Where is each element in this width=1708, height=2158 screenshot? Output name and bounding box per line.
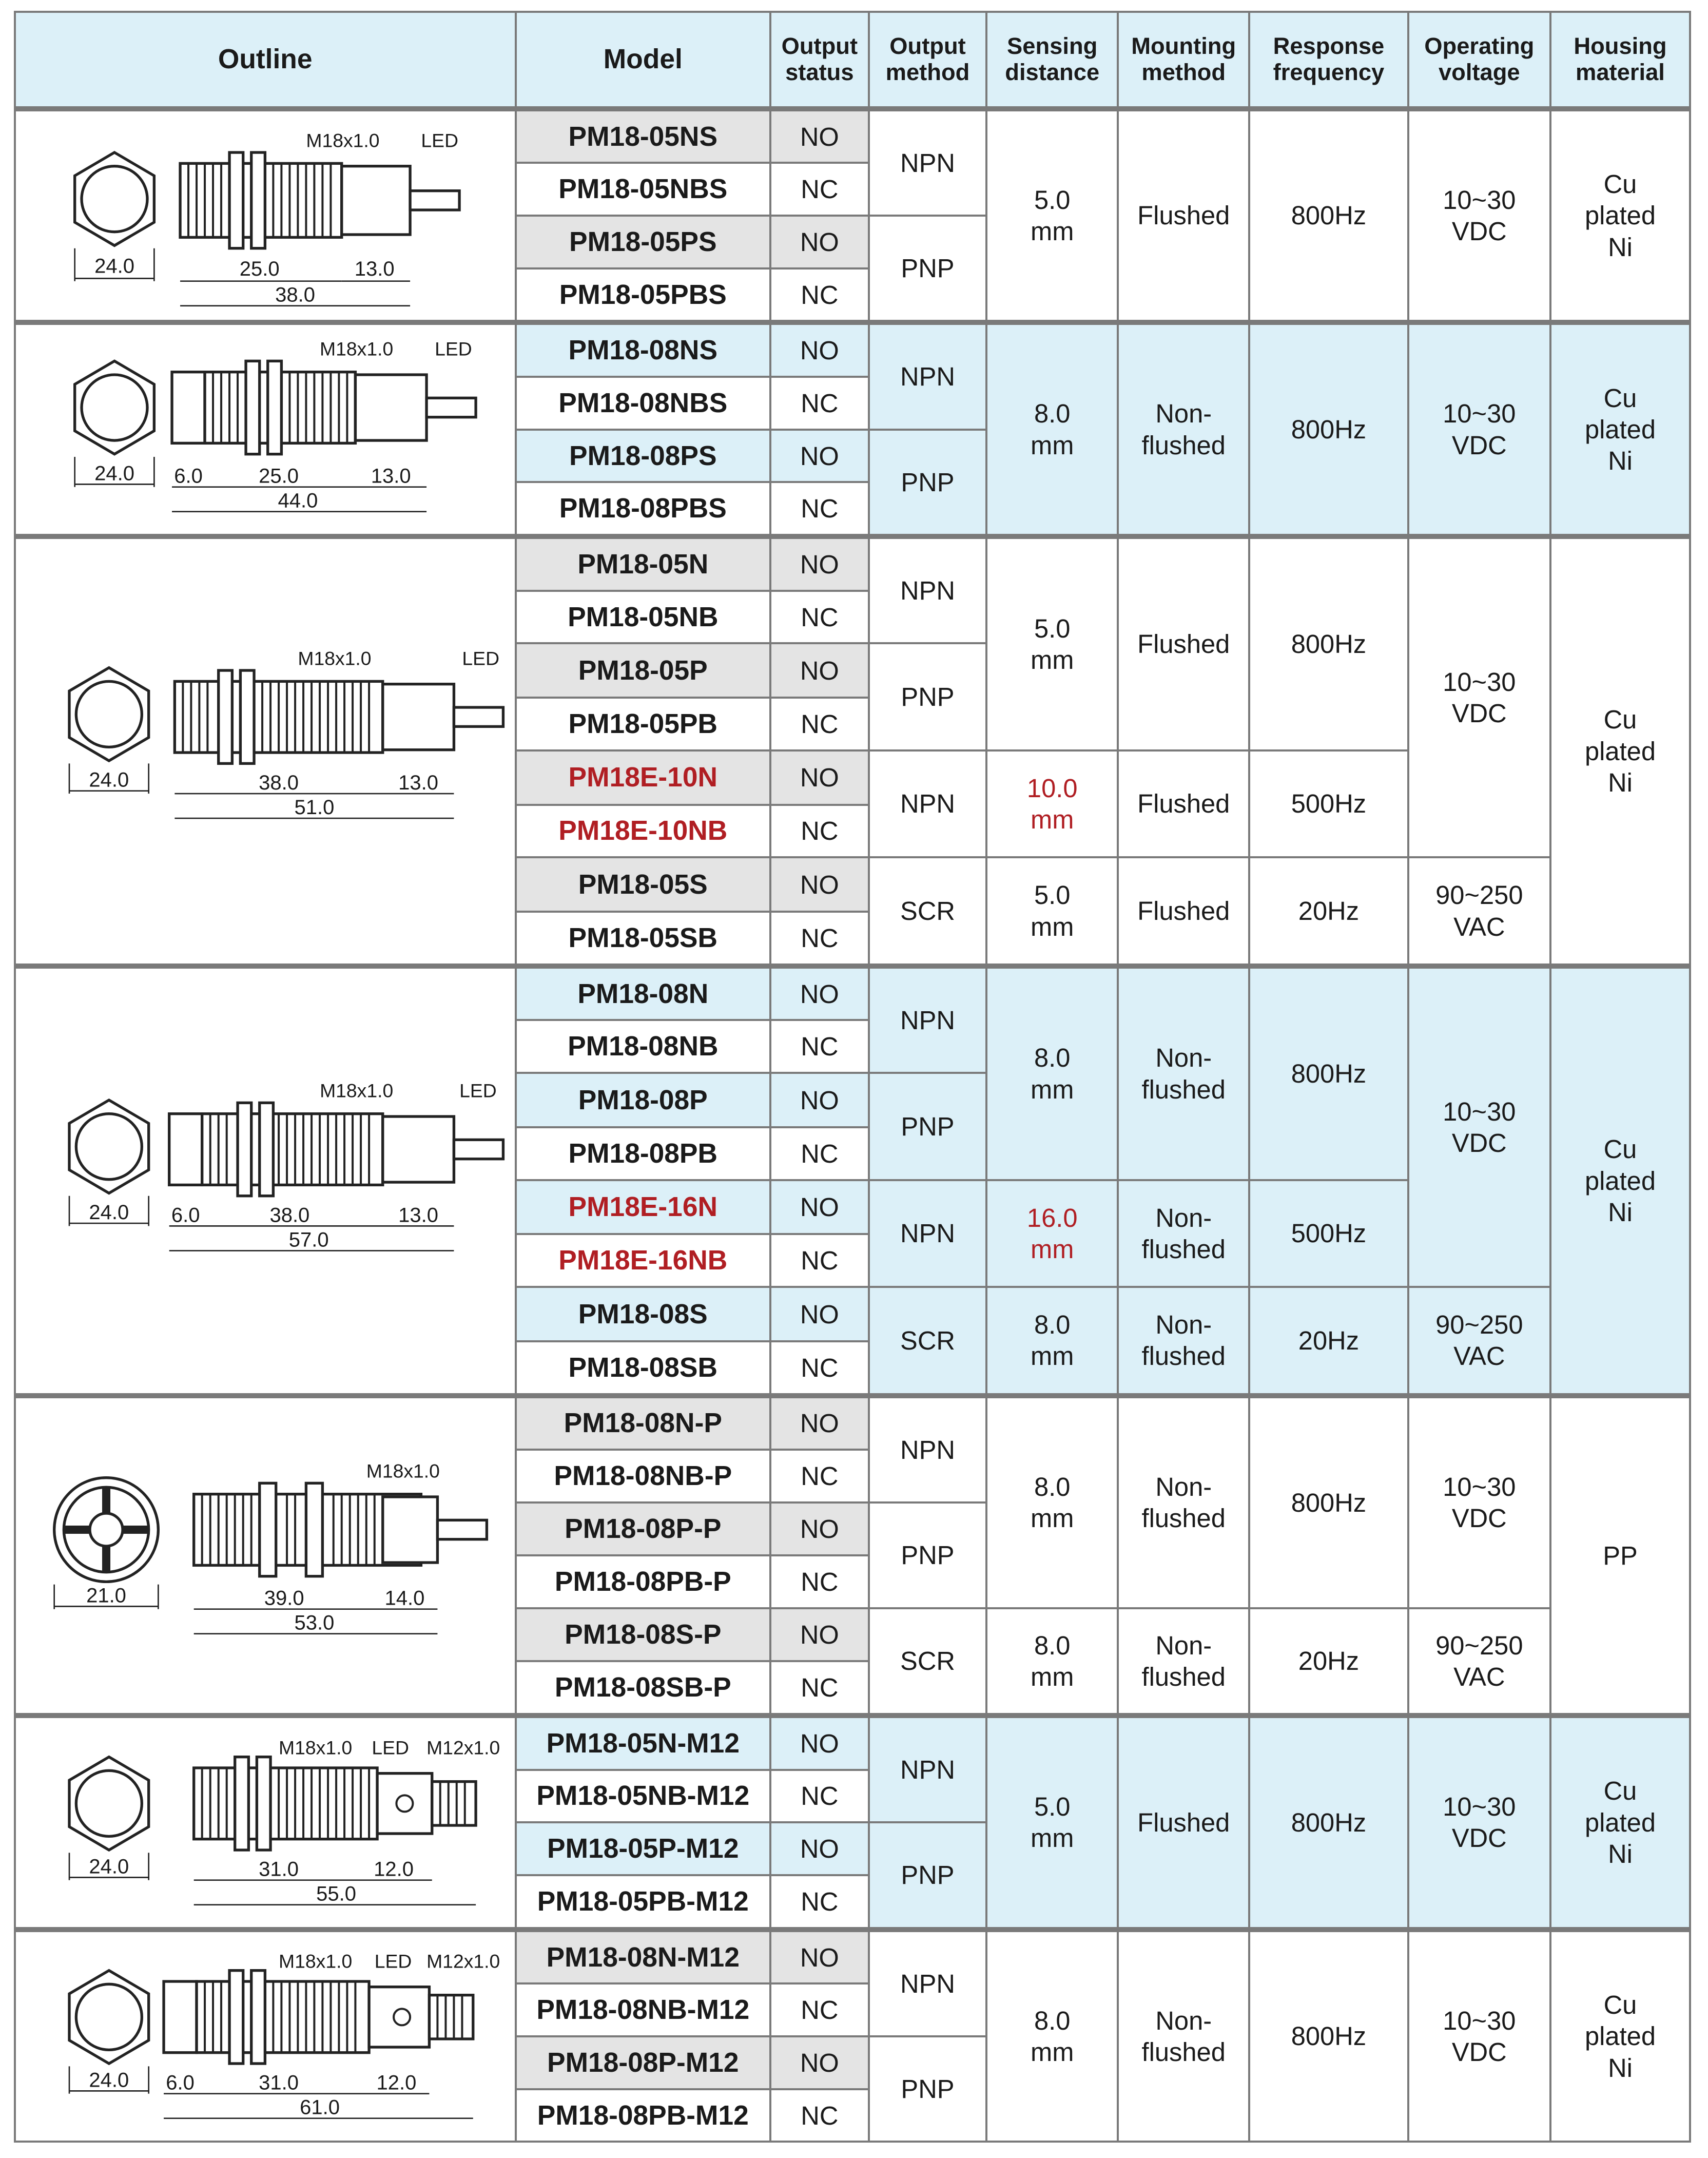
housing-material-cell: PP <box>1550 1396 1690 1716</box>
svg-text:55.0: 55.0 <box>316 1882 356 1905</box>
status-cell: NO <box>770 750 869 805</box>
output-method-cell: PNP <box>869 2036 986 2142</box>
model-cell: PM18-08NB-M12 <box>516 1983 770 2036</box>
status-cell: NO <box>770 536 869 591</box>
model-cell: PM18-08PB <box>516 1127 770 1180</box>
model-cell: PM18-08SB <box>516 1341 770 1396</box>
outline-drawing <box>15 1930 516 2142</box>
sensing-distance-cell: 10.0 mm <box>986 750 1118 857</box>
model-cell: PM18E-16NB <box>516 1234 770 1287</box>
table-row <box>15 1930 1690 1984</box>
output-method-cell: SCR <box>869 1287 986 1395</box>
hex-nut-icon <box>69 1757 149 1849</box>
header-output-method: Output method <box>869 12 986 108</box>
sensor-body-icon <box>193 1757 475 1849</box>
status-cell: NC <box>770 1875 869 1930</box>
status-cell: NC <box>770 1127 869 1180</box>
svg-text:M18x1.0: M18x1.0 <box>298 647 372 669</box>
response-frequency-cell: 800Hz <box>1249 536 1408 750</box>
sensing-distance-cell: 5.0 mm <box>986 857 1118 966</box>
status-cell: NC <box>770 1020 869 1073</box>
status-cell: NC <box>770 482 869 536</box>
header-output-status: Output status <box>770 12 869 108</box>
sensing-distance-cell: 5.0 mm <box>986 536 1118 750</box>
model-cell: PM18-05SB <box>516 912 770 966</box>
mounting-method-cell: Non- flushed <box>1118 1396 1249 1608</box>
svg-text:38.0: 38.0 <box>275 284 315 307</box>
mounting-method-cell: Flushed <box>1118 857 1249 966</box>
output-method-cell: NPN <box>869 536 986 643</box>
output-method-cell: NPN <box>869 109 986 216</box>
mounting-method-cell: Non- flushed <box>1118 322 1249 536</box>
response-frequency-cell: 20Hz <box>1249 1608 1408 1716</box>
output-method-cell: SCR <box>869 857 986 966</box>
sensing-distance-cell: 8.0 mm <box>986 1396 1118 1608</box>
model-cell: PM18-08P <box>516 1073 770 1127</box>
status-cell: NC <box>770 268 869 323</box>
svg-text:24.0: 24.0 <box>89 1855 129 1878</box>
status-cell: NO <box>770 1287 869 1341</box>
response-frequency-cell: 20Hz <box>1249 857 1408 966</box>
sensing-distance-cell: 5.0 mm <box>986 109 1118 323</box>
svg-text:38.0: 38.0 <box>269 1204 309 1227</box>
model-cell: PM18-08PS <box>516 430 770 483</box>
sensor-body-icon <box>180 152 459 248</box>
output-method-cell: PNP <box>869 1502 986 1608</box>
housing-material-cell: Cu plated Ni <box>1550 1716 1690 1930</box>
outline-drawing <box>15 966 516 1396</box>
svg-text:LED: LED <box>374 1950 412 1972</box>
mounting-method-cell: Non- flushed <box>1118 1287 1249 1395</box>
response-frequency-cell: 800Hz <box>1249 1716 1408 1930</box>
sensing-distance-cell: 16.0 mm <box>986 1180 1118 1287</box>
svg-text:6.0: 6.0 <box>171 1204 200 1227</box>
svg-text:M12x1.0: M12x1.0 <box>426 1736 500 1758</box>
status-cell: NO <box>770 430 869 483</box>
output-method-cell: PNP <box>869 1822 986 1929</box>
mounting-method-cell: Flushed <box>1118 750 1249 857</box>
svg-text:6.0: 6.0 <box>165 2072 195 2095</box>
group-pm18-05-shielded-cable <box>15 109 1690 323</box>
header-operating-voltage: Operating voltage <box>1408 12 1550 108</box>
svg-text:24.0: 24.0 <box>94 462 134 485</box>
svg-text:25.0: 25.0 <box>258 465 299 488</box>
sensor-body-icon <box>174 670 503 763</box>
output-method-cell: NPN <box>869 1930 986 2036</box>
svg-text:61.0: 61.0 <box>299 2096 340 2120</box>
hex-nut-icon <box>74 152 154 245</box>
output-method-cell: PNP <box>869 1073 986 1180</box>
status-cell: NO <box>770 1180 869 1235</box>
operating-voltage-cell: 10~30 VDC <box>1408 1930 1550 2142</box>
output-method-cell: PNP <box>869 430 986 536</box>
mounting-method-cell: Flushed <box>1118 1716 1249 1930</box>
status-cell: NC <box>770 912 869 966</box>
operating-voltage-cell: 10~30 VDC <box>1408 966 1550 1287</box>
svg-text:LED: LED <box>462 647 499 669</box>
housing-material-cell: Cu plated Ni <box>1550 1930 1690 2142</box>
model-cell: PM18-05NB-M12 <box>516 1770 770 1823</box>
output-method-cell: NPN <box>869 1396 986 1502</box>
status-cell: NC <box>770 1341 869 1396</box>
status-cell: NC <box>770 591 869 644</box>
output-method-cell: NPN <box>869 322 986 429</box>
output-method-cell: PNP <box>869 643 986 750</box>
model-cell: PM18-05NBS <box>516 163 770 216</box>
header-response-frequency: Response frequency <box>1249 12 1408 108</box>
header-sensing-distance: Sensing distance <box>986 12 1118 108</box>
table-row <box>15 1396 1690 1450</box>
table-row <box>15 536 1690 591</box>
model-cell: PM18-05NB <box>516 591 770 644</box>
outline-drawing <box>15 1716 516 1930</box>
model-cell: PM18-08NB-P <box>516 1450 770 1502</box>
svg-text:14.0: 14.0 <box>384 1587 425 1610</box>
sensor-body-icon <box>169 1103 503 1196</box>
svg-text:44.0: 44.0 <box>278 489 318 512</box>
svg-text:6.0: 6.0 <box>173 465 203 488</box>
operating-voltage-cell: 10~30 VDC <box>1408 1396 1550 1608</box>
status-cell: NO <box>770 1073 869 1127</box>
header-row <box>15 12 1690 108</box>
svg-text:51.0: 51.0 <box>294 796 334 819</box>
svg-text:24.0: 24.0 <box>94 255 134 278</box>
svg-text:31.0: 31.0 <box>258 2072 299 2095</box>
table-row <box>15 322 1690 377</box>
sensor-body-icon <box>164 1971 473 2064</box>
header-model: Model <box>516 12 770 108</box>
model-cell: PM18E-10NB <box>516 805 770 858</box>
output-method-cell: NPN <box>869 966 986 1073</box>
status-cell: NO <box>770 216 869 268</box>
group-pm18-08-cable <box>15 966 1690 1396</box>
group-pm18-05-m12 <box>15 1716 1690 1930</box>
status-cell: NO <box>770 109 869 163</box>
svg-text:24.0: 24.0 <box>89 768 129 792</box>
operating-voltage-cell: 10~30 VDC <box>1408 536 1550 857</box>
operating-voltage-cell: 90~250 VAC <box>1408 1608 1550 1716</box>
outline-drawing <box>15 536 516 966</box>
response-frequency-cell: 800Hz <box>1249 966 1408 1180</box>
model-cell: PM18-08N <box>516 966 770 1020</box>
svg-text:M18x1.0: M18x1.0 <box>278 1736 352 1758</box>
sensor-spec-table <box>14 11 1691 2143</box>
svg-text:39.0: 39.0 <box>264 1587 304 1610</box>
operating-voltage-cell: 10~30 VDC <box>1408 109 1550 323</box>
response-frequency-cell: 800Hz <box>1249 109 1408 323</box>
status-cell: NO <box>770 857 869 912</box>
model-cell: PM18-08NBS <box>516 377 770 430</box>
svg-text:LED: LED <box>434 338 472 360</box>
sensor-body-icon <box>193 1483 487 1576</box>
output-method-cell: NPN <box>869 1180 986 1287</box>
svg-text:13.0: 13.0 <box>398 772 438 795</box>
model-cell: PM18-08SB-P <box>516 1661 770 1716</box>
group-pm18-08-plastic <box>15 1396 1690 1716</box>
model-cell: PM18-05PBS <box>516 268 770 323</box>
status-cell: NC <box>770 805 869 858</box>
status-cell: NC <box>770 2089 869 2142</box>
response-frequency-cell: 500Hz <box>1249 750 1408 857</box>
header-mounting-method: Mounting method <box>1118 12 1249 108</box>
model-cell: PM18-08N-M12 <box>516 1930 770 1984</box>
status-cell: NC <box>770 1661 869 1716</box>
svg-text:25.0: 25.0 <box>239 258 280 281</box>
status-cell: NO <box>770 2036 869 2089</box>
operating-voltage-cell: 10~30 VDC <box>1408 1716 1550 1930</box>
svg-text:24.0: 24.0 <box>89 1201 129 1224</box>
model-cell: PM18-05N-M12 <box>516 1716 770 1770</box>
sensing-distance-cell: 8.0 mm <box>986 1930 1118 2142</box>
hex-nut-icon <box>69 1971 149 2064</box>
svg-text:21.0: 21.0 <box>86 1584 126 1607</box>
model-cell: PM18-08S-P <box>516 1608 770 1661</box>
svg-text:13.0: 13.0 <box>398 1204 438 1227</box>
status-cell: NO <box>770 1822 869 1875</box>
operating-voltage-cell: 90~250 VAC <box>1408 1287 1550 1395</box>
model-cell: PM18E-16N <box>516 1180 770 1235</box>
status-cell: NO <box>770 966 869 1020</box>
mounting-method-cell: Non- flushed <box>1118 1608 1249 1716</box>
svg-text:13.0: 13.0 <box>371 465 411 488</box>
hex-nut-icon <box>69 1100 149 1193</box>
model-cell: PM18-08S <box>516 1287 770 1341</box>
response-frequency-cell: 800Hz <box>1249 322 1408 536</box>
sensing-distance-cell: 8.0 mm <box>986 322 1118 536</box>
housing-material-cell: Cu plated Ni <box>1550 536 1690 966</box>
hex-nut-icon <box>69 668 149 761</box>
response-frequency-cell: 800Hz <box>1249 1396 1408 1608</box>
status-cell: NO <box>770 322 869 377</box>
output-method-cell: NPN <box>869 750 986 857</box>
model-cell: PM18-05P-M12 <box>516 1822 770 1875</box>
svg-text:LED: LED <box>421 129 458 151</box>
sensing-distance-cell: 5.0 mm <box>986 1716 1118 1930</box>
model-cell: PM18-05N <box>516 536 770 591</box>
model-cell: PM18-08NB <box>516 1020 770 1073</box>
svg-text:LED: LED <box>372 1736 409 1758</box>
model-cell: PM18E-10N <box>516 750 770 805</box>
operating-voltage-cell: 90~250 VAC <box>1408 857 1550 966</box>
response-frequency-cell: 500Hz <box>1249 1180 1408 1287</box>
svg-text:31.0: 31.0 <box>258 1858 299 1881</box>
sensing-distance-cell: 8.0 mm <box>986 966 1118 1180</box>
group-pm18-08-m12 <box>15 1930 1690 2142</box>
header-outline: Outline <box>15 12 516 108</box>
status-cell: NO <box>770 1716 869 1770</box>
status-cell: NO <box>770 1502 869 1555</box>
svg-text:M12x1.0: M12x1.0 <box>426 1950 500 1972</box>
svg-text:LED: LED <box>459 1080 497 1102</box>
table-row <box>15 966 1690 1020</box>
mounting-method-cell: Non- flushed <box>1118 966 1249 1180</box>
mounting-method-cell: Flushed <box>1118 109 1249 323</box>
model-cell: PM18-05NS <box>516 109 770 163</box>
status-cell: NC <box>770 1983 869 2036</box>
response-frequency-cell: 800Hz <box>1249 1930 1408 2142</box>
status-cell: NC <box>770 163 869 216</box>
model-cell: PM18-08N-P <box>516 1396 770 1450</box>
table-row <box>15 109 1690 163</box>
svg-text:38.0: 38.0 <box>258 772 299 795</box>
status-cell: NC <box>770 1770 869 1823</box>
status-cell: NC <box>770 1234 869 1287</box>
model-cell: PM18-08PB-P <box>516 1555 770 1608</box>
hex-nut-icon <box>74 361 154 454</box>
header-housing-material: Housing material <box>1550 12 1690 108</box>
plastic-face-icon <box>54 1477 158 1582</box>
model-cell: PM18-05S <box>516 857 770 912</box>
status-cell: NO <box>770 643 869 698</box>
svg-text:12.0: 12.0 <box>373 1858 414 1881</box>
mounting-method-cell: Non- flushed <box>1118 1930 1249 2142</box>
model-cell: PM18-08PB-M12 <box>516 2089 770 2142</box>
status-cell: NC <box>770 1450 869 1502</box>
svg-text:M18x1.0: M18x1.0 <box>319 338 393 360</box>
svg-text:12.0: 12.0 <box>376 2072 417 2095</box>
status-cell: NC <box>770 377 869 430</box>
sensing-distance-cell: 8.0 mm <box>986 1287 1118 1395</box>
status-cell: NO <box>770 1930 869 1984</box>
sensing-distance-cell: 8.0 mm <box>986 1608 1118 1716</box>
outline-drawing <box>15 1396 516 1716</box>
status-cell: NO <box>770 1608 869 1661</box>
model-cell: PM18-08P-P <box>516 1502 770 1555</box>
group-pm18-05-cable <box>15 536 1690 966</box>
status-cell: NC <box>770 1555 869 1608</box>
model-cell: PM18-08P-M12 <box>516 2036 770 2089</box>
response-frequency-cell: 20Hz <box>1249 1287 1408 1395</box>
status-cell: NO <box>770 1396 869 1450</box>
model-cell: PM18-05PB-M12 <box>516 1875 770 1930</box>
svg-text:M18x1.0: M18x1.0 <box>319 1080 393 1102</box>
model-cell: PM18-05P <box>516 643 770 698</box>
svg-text:53.0: 53.0 <box>294 1611 334 1634</box>
group-pm18-08-shielded-cable <box>15 322 1690 536</box>
svg-text:M18x1.0: M18x1.0 <box>366 1460 440 1482</box>
model-cell: PM18-05PS <box>516 216 770 268</box>
housing-material-cell: Cu plated Ni <box>1550 109 1690 323</box>
model-cell: PM18-08NS <box>516 322 770 377</box>
output-method-cell: SCR <box>869 1608 986 1716</box>
sensor-body-icon <box>172 361 476 454</box>
mounting-method-cell: Flushed <box>1118 536 1249 750</box>
outline-drawing <box>15 109 516 323</box>
model-cell: PM18-08PBS <box>516 482 770 536</box>
model-cell: PM18-05PB <box>516 698 770 750</box>
svg-text:M18x1.0: M18x1.0 <box>306 129 380 151</box>
output-method-cell: NPN <box>869 1716 986 1822</box>
svg-text:57.0: 57.0 <box>288 1228 329 1251</box>
mounting-method-cell: Non- flushed <box>1118 1180 1249 1287</box>
table-row <box>15 1716 1690 1770</box>
svg-text:24.0: 24.0 <box>89 2069 129 2092</box>
operating-voltage-cell: 10~30 VDC <box>1408 322 1550 536</box>
outline-drawing <box>15 322 516 536</box>
svg-text:M18x1.0: M18x1.0 <box>278 1950 352 1972</box>
housing-material-cell: Cu plated Ni <box>1550 966 1690 1396</box>
housing-material-cell: Cu plated Ni <box>1550 322 1690 536</box>
status-cell: NC <box>770 698 869 750</box>
svg-text:13.0: 13.0 <box>354 258 395 281</box>
output-method-cell: PNP <box>869 216 986 322</box>
